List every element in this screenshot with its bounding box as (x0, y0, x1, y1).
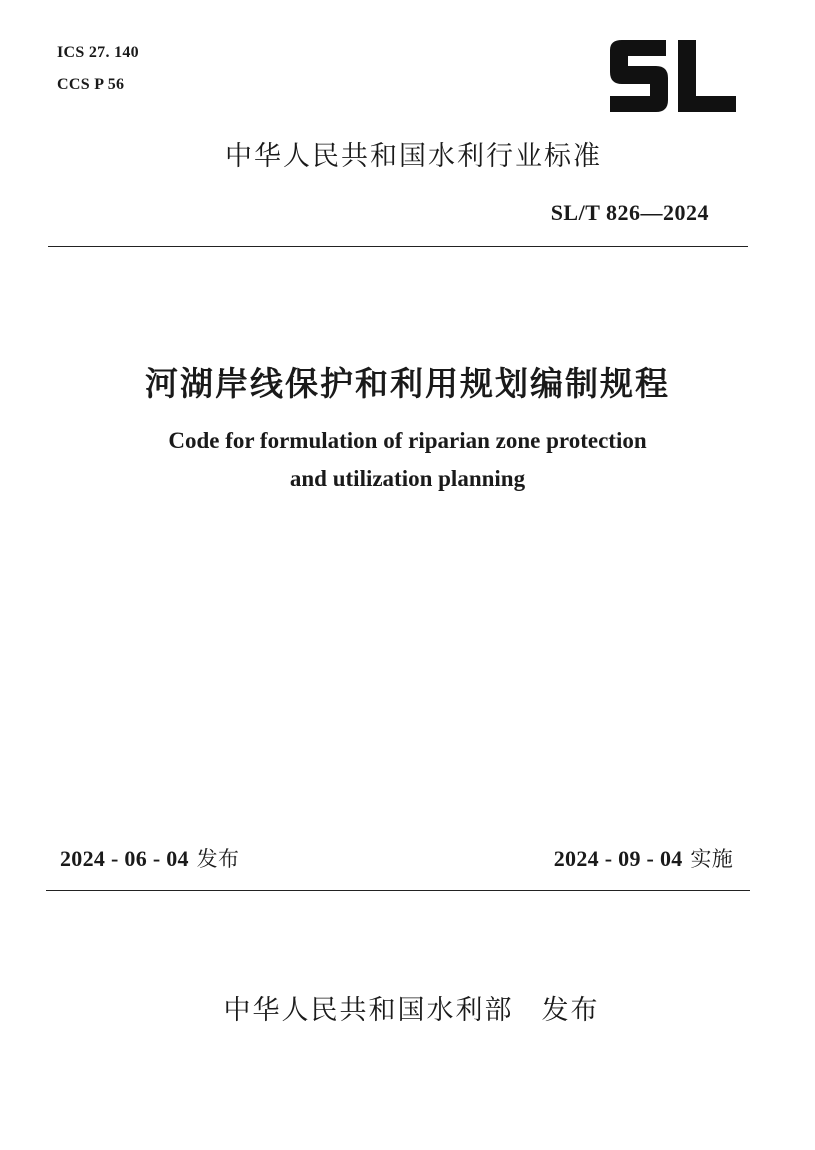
implementation-label: 实施 (690, 847, 733, 871)
title-english-line-1: Code for formulation of riparian zone protection (168, 428, 647, 453)
publisher-name: 中华人民共和国水利部 (223, 995, 514, 1026)
implementation-date: 2024 - 09 - 04 (553, 846, 683, 871)
publisher-block (0, 988, 815, 1027)
title-chinese: 河湖岸线保护和利用规划编制规程 (145, 364, 670, 403)
issue-label: 发布 (196, 847, 240, 871)
sl-logo (608, 40, 736, 112)
title-english-line-2: and utilization planning (289, 466, 526, 491)
standard-category: 中华人民共和国水利行业标准 (225, 141, 602, 172)
ics-code: ICS 27. 140 (57, 44, 139, 61)
issue-date: 2024 - 06 - 04 (60, 846, 189, 871)
bottom-divider (46, 890, 750, 891)
standard-number: SL/T 826—2024 (550, 200, 709, 225)
publish-label: 发布 (541, 995, 600, 1026)
issue-date-block (60, 843, 239, 873)
implementation-date-block (554, 843, 733, 873)
top-divider (48, 246, 748, 247)
ccs-code: CCS P 56 (57, 76, 125, 93)
